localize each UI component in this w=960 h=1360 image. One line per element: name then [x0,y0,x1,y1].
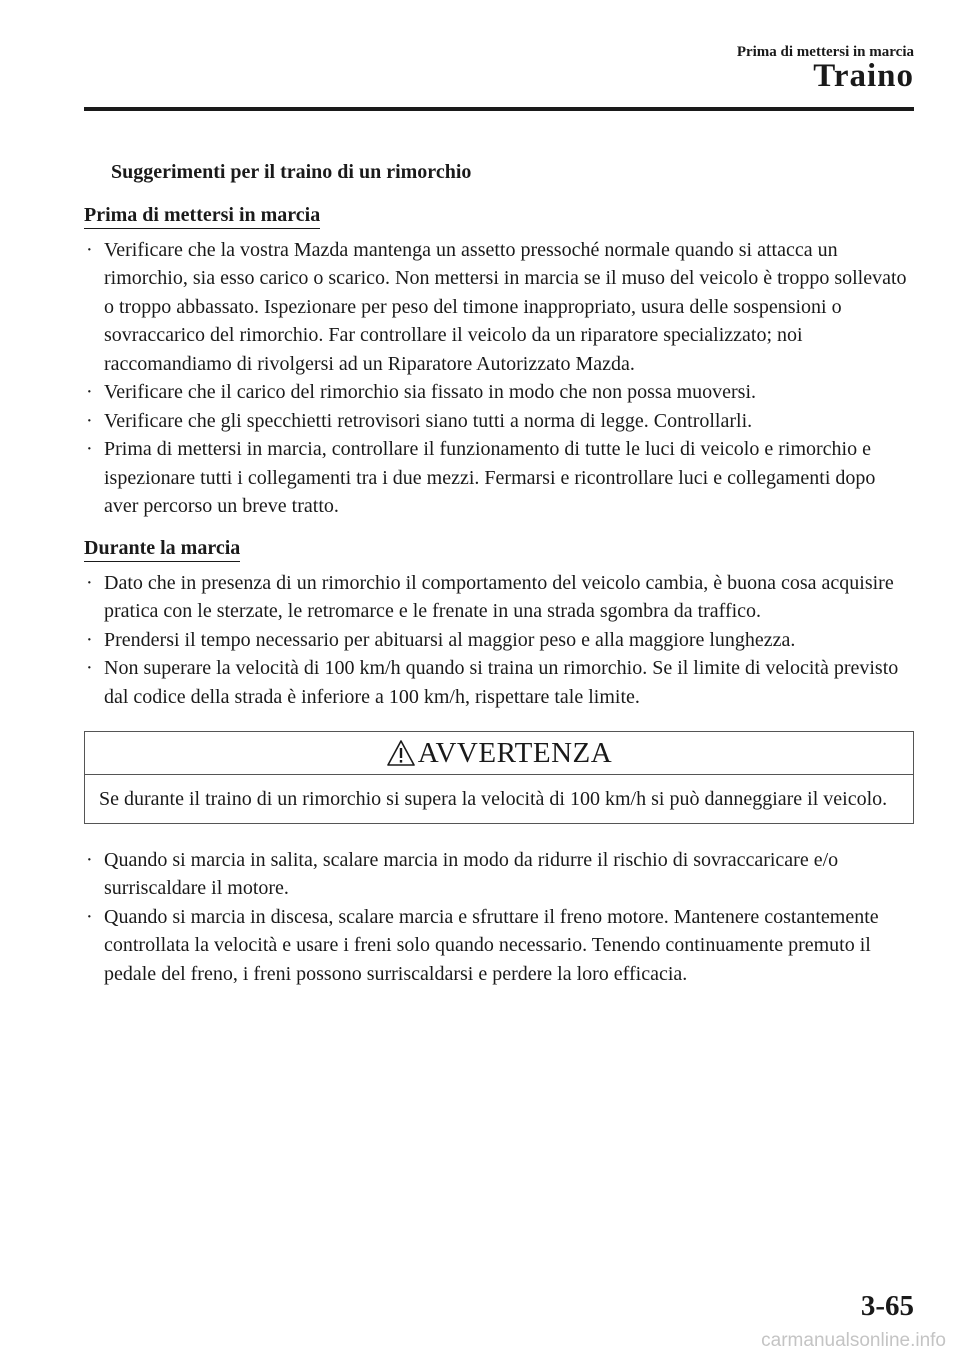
list-item: · Verificare che il carico del rimorchio sia fissato in modo che non possa muoversi. [84,378,914,407]
list-item: · Verificare che gli specchietti retrovisori siano tutti a norma di legge. Controllarli. [84,407,914,436]
after-warning-list [84,846,914,989]
list-item: · Non superare la velocità di 100 km/h quando si traina un rimorchio. Se il limite di velocità previsto dal codice della strada è inferiore a 100 km/h, rispettare tale limite. [84,654,914,711]
header-rule [84,107,914,111]
list-item: · Prima di mettersi in marcia, controllare il funzionamento di tutte le luci di veicolo e rimorchio e ispezionare tutti i collegamenti tra i due mezzi. Fermarsi e ricontrollare luci e collegamenti dopo aver percorso un breve tratto. [84,435,914,521]
before-driving-heading: Prima di mettersi in marcia [84,202,320,229]
list-item: · Prendersi il tempo necessario per abituarsi al maggior peso e alla maggiore lunghezza. [84,626,914,655]
suggestions-title: Suggerimenti per il traino di un rimorchio [111,161,472,183]
warning-title: AVVERTENZA [417,736,613,769]
watermark: carmanualsonline.info [761,1330,946,1351]
list-item: · Verificare che la vostra Mazda mantenga un assetto pressoché normale quando si attacca un rimorchio, sia esso carico o scarico. Non mettersi in marcia se il muso del veicolo è troppo sollevato o troppo abbassato. Ispezionare per peso del timone inappropriato, usura delle sospensioni o sovraccarico del rimorchio. Far controllare il veicolo da un riparatore specializzato; noi raccomandiamo di rivolgersi ad un Riparatore Autorizzato Mazda. [84,236,914,379]
while-driving-heading: Durante la marcia [84,535,240,562]
running-header-section: Prima di mettersi in marcia [736,44,914,60]
warning-box [84,731,914,824]
before-driving-list [84,236,914,521]
warning-header [85,732,913,775]
list-item: · Quando si marcia in salita, scalare marcia in modo da ridurre il rischio di sovraccaricare e/o surriscaldare il motore. [84,846,914,903]
page-number: 3-65 [860,1290,914,1322]
page-title: Traino [813,58,914,94]
list-item: · Dato che in presenza di un rimorchio il comportamento del veicolo cambia, è buona cosa acquisire pratica con le sterzate, le retromarce e le frenate in una strada sgombra da traffico. [84,569,914,626]
warning-text: Se durante il traino di un rimorchio si supera la velocità di 100 km/h si può danneggiare il veicolo. [99,788,888,810]
list-item: · Quando si marcia in discesa, scalare marcia e sfruttare il freno motore. Mantenere costantemente controllata la velocità e usare i freni solo quando necessario. Tenendo continuamente premuto il pedale del freno, i freni possono surriscaldarsi e perdere la loro efficacia. [84,903,914,989]
page-content [84,158,914,998]
while-driving-list [84,569,914,712]
warning-triangle-icon [386,739,416,767]
